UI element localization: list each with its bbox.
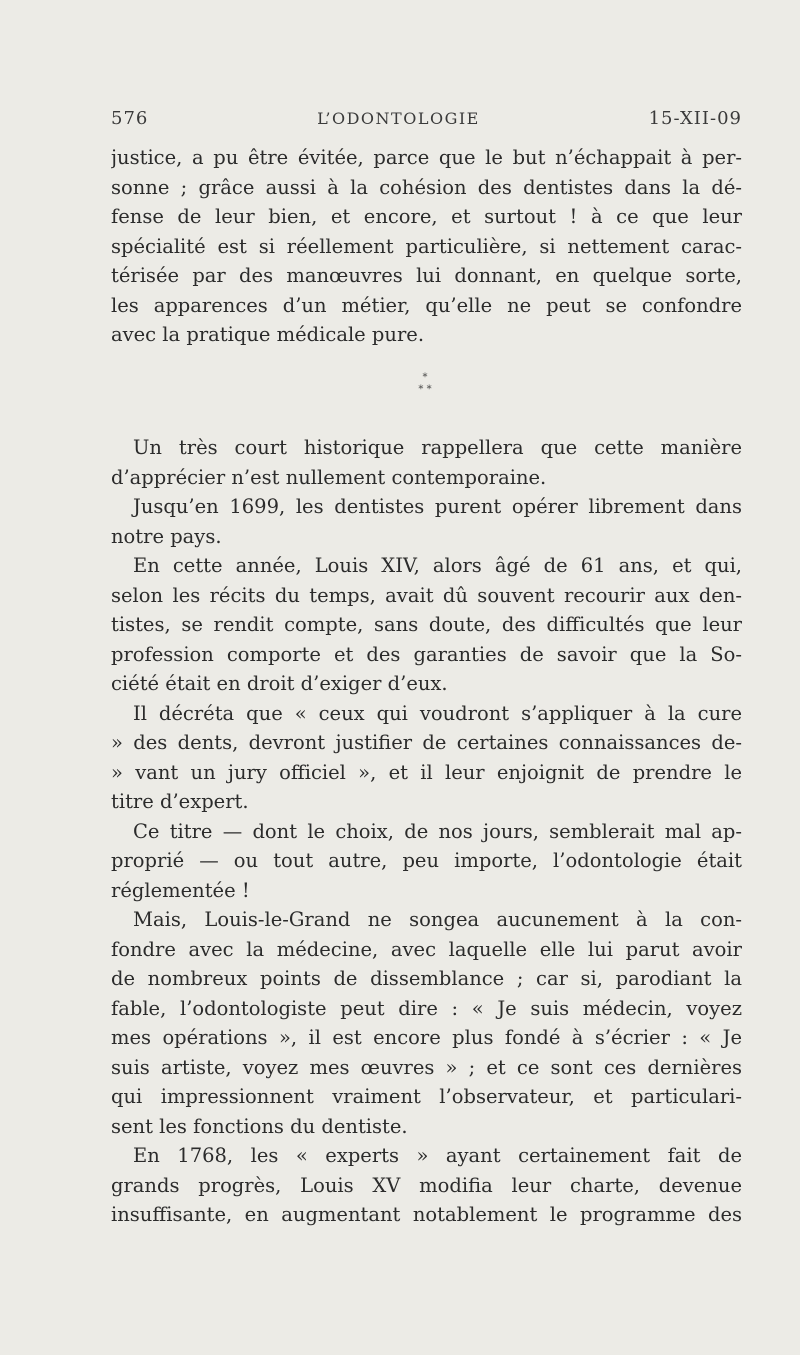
text-line: proprié — ou tout autre, peu importe, l’odontologie était	[111, 849, 742, 872]
text-line: fable, l’odontologiste peut dire : « Je suis médecin, voyez	[111, 996, 742, 1020]
text-line: profession comporte et des garanties de savoir que la So-	[111, 642, 742, 666]
page-number: 576	[111, 108, 149, 129]
text-line: Ce titre — dont le choix, de nos jours, semblerait mal ap-	[133, 819, 742, 843]
text-line: Il décréta que « ceux qui voudront s’appliquer à la cure	[133, 701, 742, 725]
text-line: fense de leur bien, et encore, et surtout ! à ce que leur	[111, 205, 742, 228]
issue-date: 15-XII-09	[648, 108, 742, 129]
text-line: » vant un jury officiel », et il leur enjoignit de prendre le	[111, 760, 742, 784]
text-line: mes opérations », il est encore plus fondé à s’écrier : « Je	[111, 1026, 742, 1049]
journal-title: L’ODONTOLOGIE	[317, 109, 480, 128]
text-line: selon les récits du temps, avait dû souvent recourir aux den-	[111, 583, 742, 607]
paragraph-block-2	[111, 433, 742, 1230]
text-line: Jusqu’en 1699, les dentistes purent opérer librement dans	[133, 495, 742, 518]
text-line: fondre avec la médecine, avec laquelle elle lui parut avoir	[111, 937, 742, 961]
text-line: ciété était en droit d’exiger d’eux.	[111, 672, 448, 695]
text-line: térisée par des manœuvres lui donnant, en quelque sorte,	[111, 264, 742, 287]
text-line: sent les fonctions du dentiste.	[111, 1114, 408, 1138]
paragraph-block-1	[111, 143, 742, 350]
text-line: Un très court historique rappellera que cette manière	[133, 436, 742, 459]
text-line: de nombreux points de dissemblance ; car si, parodiant la	[111, 967, 742, 990]
asterism-bottom: * *	[418, 384, 432, 395]
text-line: justice, a pu être évitée, parce que le but n’échappait à per-	[111, 146, 742, 169]
text-line: Mais, Louis-le-Grand ne songea aucunement à la con-	[133, 908, 742, 931]
text-line: spécialité est si réellement particulière, si nettement carac-	[111, 234, 742, 258]
text-line: qui impressionnent vraiment l’observateur, et particulari-	[111, 1085, 742, 1108]
text-line: En cette année, Louis XIV, alors âgé de 61 ans, et qui,	[133, 554, 742, 577]
text-line: sonne ; grâce aussi à la cohésion des dentistes dans la dé-	[111, 175, 742, 199]
text-line: tistes, se rendit compte, sans doute, des difficultés que leur	[111, 613, 742, 636]
text-line: les apparences d’un métier, qu’elle ne peut se confondre	[111, 293, 742, 317]
text-line: grands progrès, Louis XV modifia leur charte, devenue	[111, 1173, 742, 1197]
text-line: notre pays.	[111, 524, 222, 548]
text-line: insuffisante, en augmentant notablement le programme des	[111, 1203, 742, 1226]
running-header	[111, 108, 742, 129]
text-line: En 1768, les « experts » ayant certainement fait de	[133, 1144, 742, 1167]
text-line: avec la pratique médicale pure.	[111, 323, 425, 346]
asterism-divider	[405, 372, 445, 396]
text-line: d’apprécier n’est nullement contemporaine.	[111, 465, 547, 489]
asterism-top: *	[422, 372, 428, 383]
text-line: réglementée !	[111, 878, 250, 902]
text-line: » des dents, devront justifier de certaines connaissances de-	[111, 731, 742, 754]
text-line: suis artiste, voyez mes œuvres » ; et ce sont ces dernières	[111, 1055, 742, 1079]
text-line: titre d’expert.	[111, 790, 249, 813]
